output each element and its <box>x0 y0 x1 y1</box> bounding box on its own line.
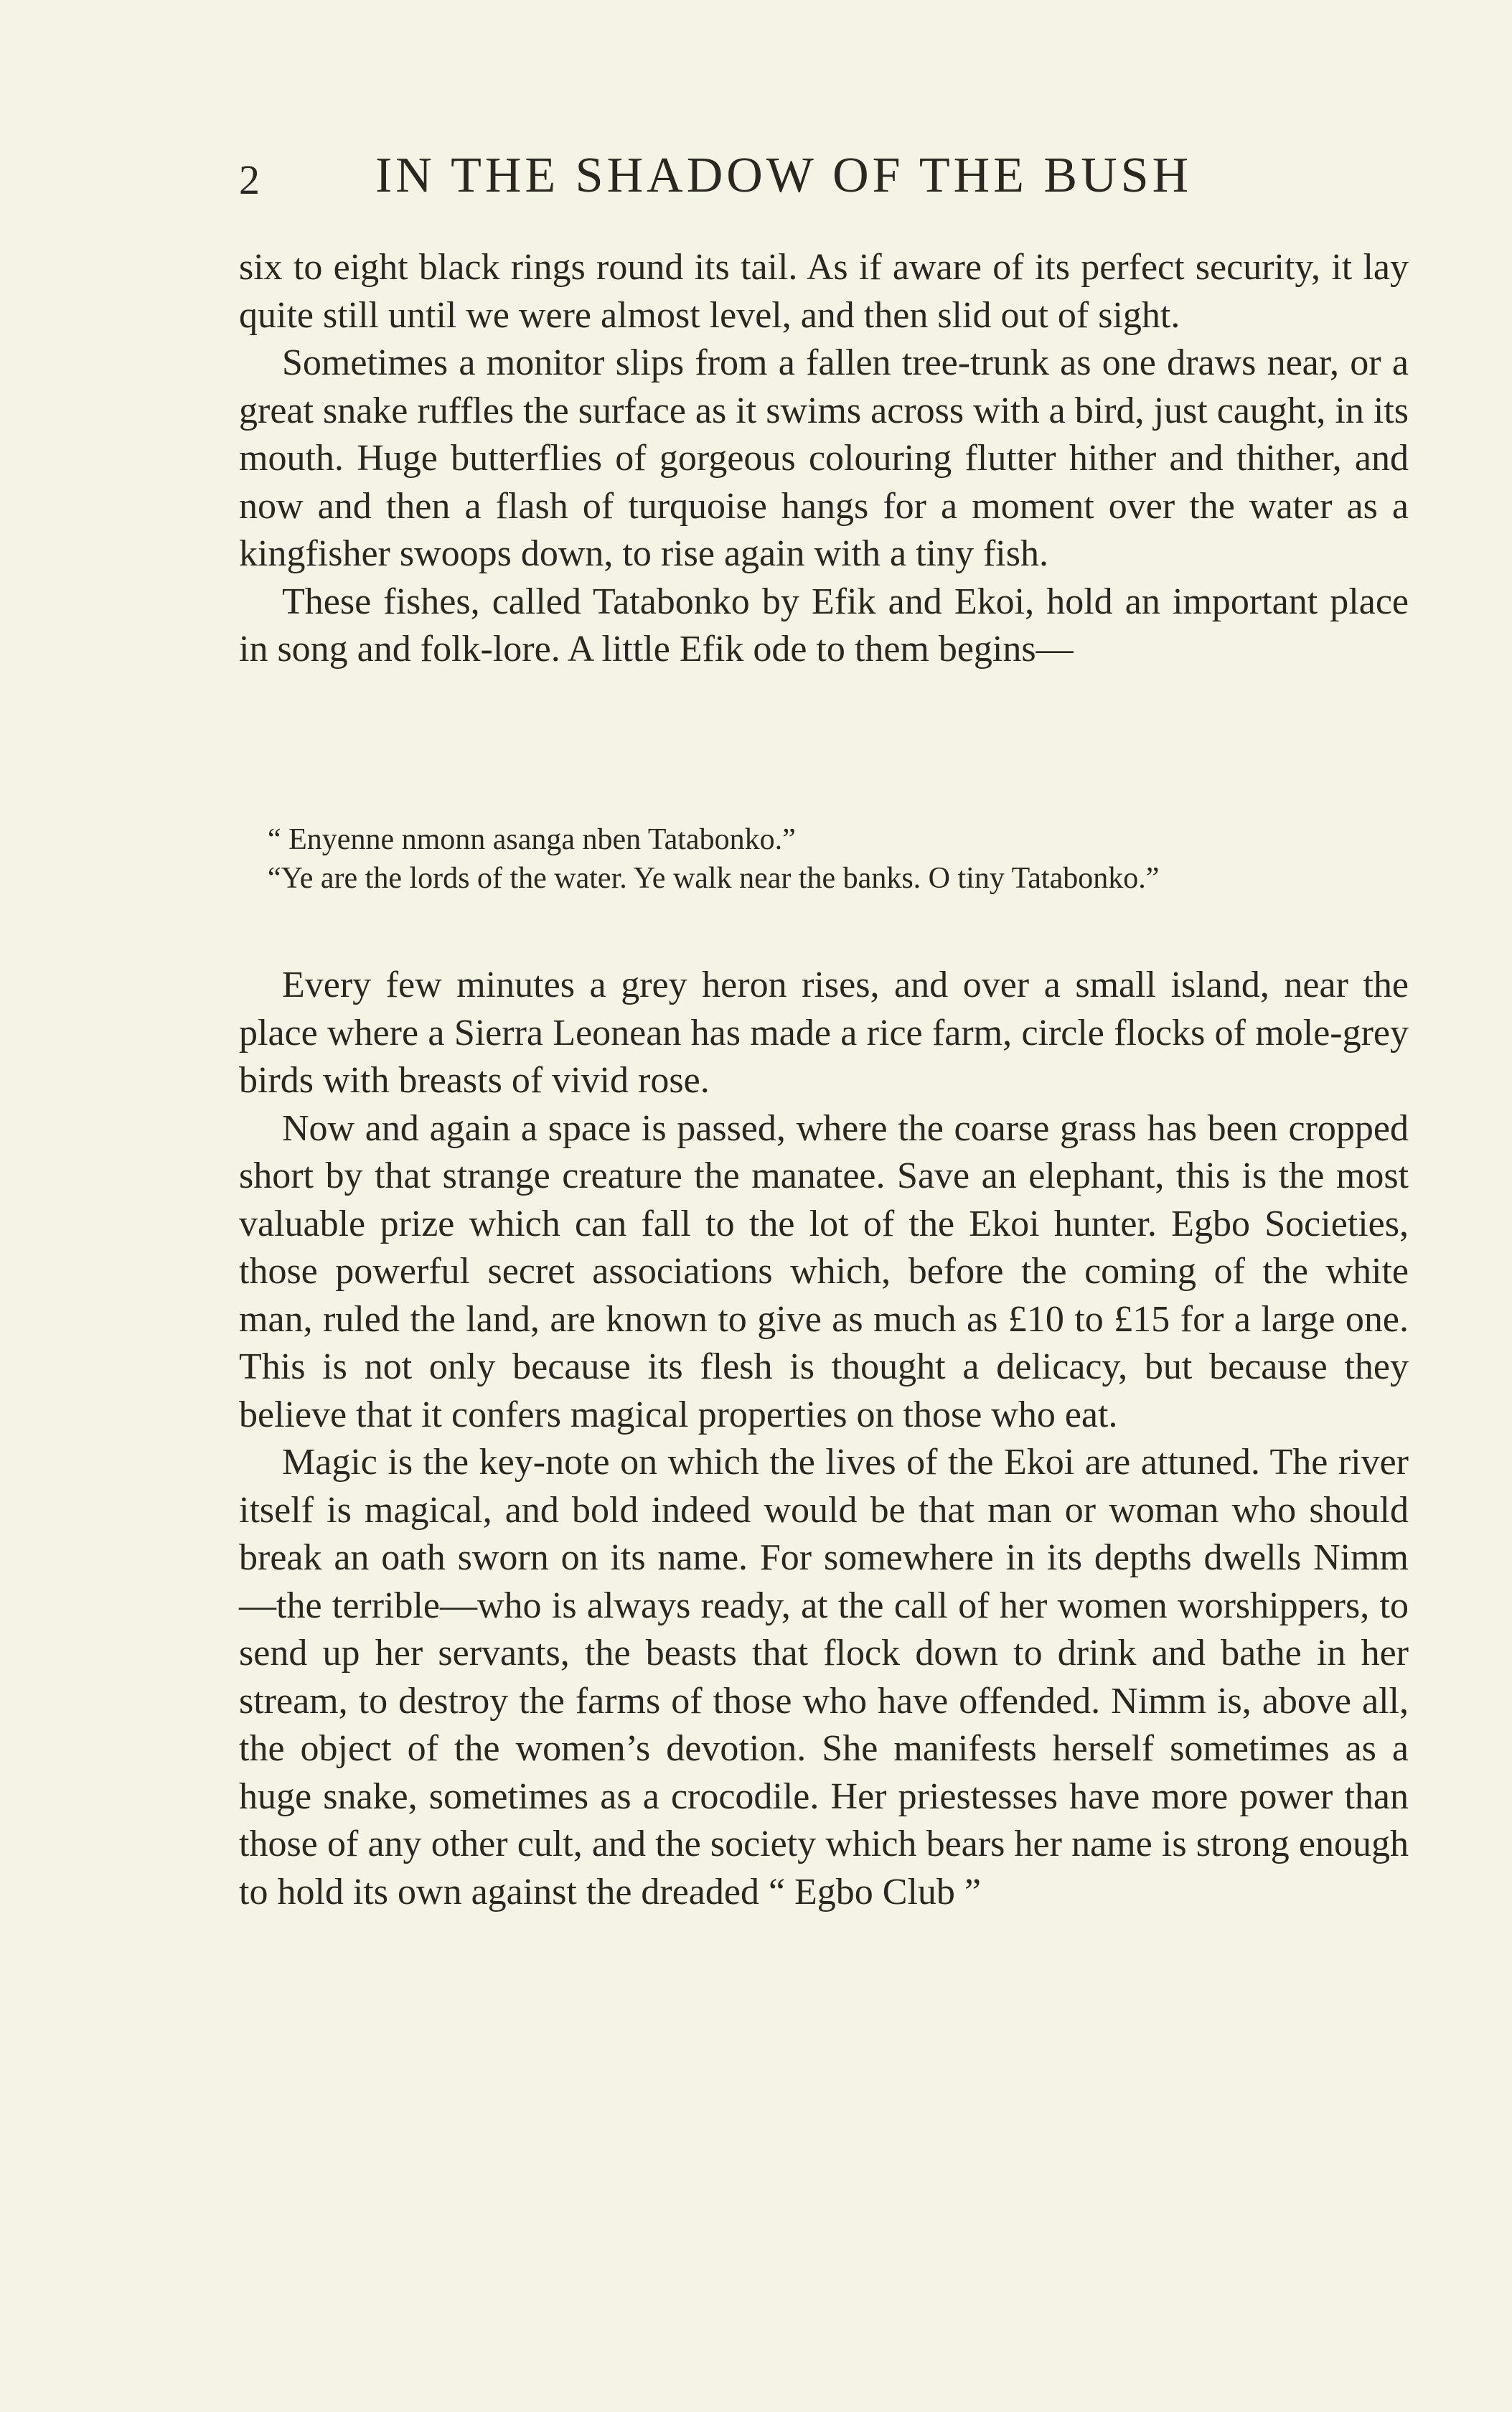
page-number: 2 <box>239 156 261 203</box>
running-head: IN THE SHADOW OF THE BUSH <box>375 148 1193 203</box>
paragraph-manatee: Now and again a space is passed, where the coarse grass has been cropped short by that strange creature the manatee. Save an elephant, this is the most valuable prize which can fall to the lot of the Ekoi hunter. Egbo Societies, those powerful secret associations which, before the coming of the white man, ruled the land, are known to give as much as £10 to £15 for a large one. This is not only because its flesh is thought a delicacy, but because they believe that it confers magical properties on those who eat. <box>239 1107 1409 1435</box>
efik-ode-translation: “Ye are the lords of the water. Ye walk near the banks. O tiny Tatabonko.” <box>268 862 1160 895</box>
body-text-bottom <box>239 962 1409 1916</box>
paragraph-tatabonko: These fishes, called Tatabonko by Efik and Ekoi, hold an important place in song and folk-lore. A little Efik ode to them begins— <box>239 581 1409 670</box>
efik-ode-line: “ Enyenne nmonn asanga nben Tatabonko.” <box>268 823 796 856</box>
page-header <box>239 147 1265 212</box>
paragraph-magic: Magic is the key-note on which the lives of the Ekoi are attuned. The river itself is magical, and bold indeed would be that man or woman who should break an oath sworn on its name. For somewhere in its depths dwells Nimm—the terrible—who is always ready, at the call of her women worshippers, to send up her servants, the beasts that flock down to drink and bathe in her stream, to destroy the farms of those who have offended. Nimm is, above all, the object of the women’s devotion. She manifests herself sometimes as a huge snake, sometimes as a crocodile. Her priestesses have more power than those of any other cult, and the society which bears her name is strong enough to hold its own against the dreaded “ Egbo Club ” <box>239 1442 1409 1913</box>
paragraph-continued: six to eight black rings round its tail. As if aware of its perfect security, it lay quite still until we were almost level, and then slid out of sight. <box>239 247 1409 336</box>
paragraph-monitor: Sometimes a monitor slips from a fallen tree-trunk as one draws near, or a great snake ruffles the surface as it swims across with a bird, just caught, in its mouth. Huge butterflies of gorgeous colouring flutter hither and thither, and now and then a flash of turquoise hangs for a moment over the water as a kingfisher swoops down, to rise again with a tiny fish. <box>239 342 1409 574</box>
paragraph-heron: Every few minutes a grey heron rises, and over a small island, near the place where a Sierra Leonean has made a rice farm, circle flocks of mole-grey birds with breasts of vivid rose. <box>239 965 1409 1101</box>
quotation-block <box>239 820 1409 898</box>
body-text-top <box>239 244 1409 674</box>
